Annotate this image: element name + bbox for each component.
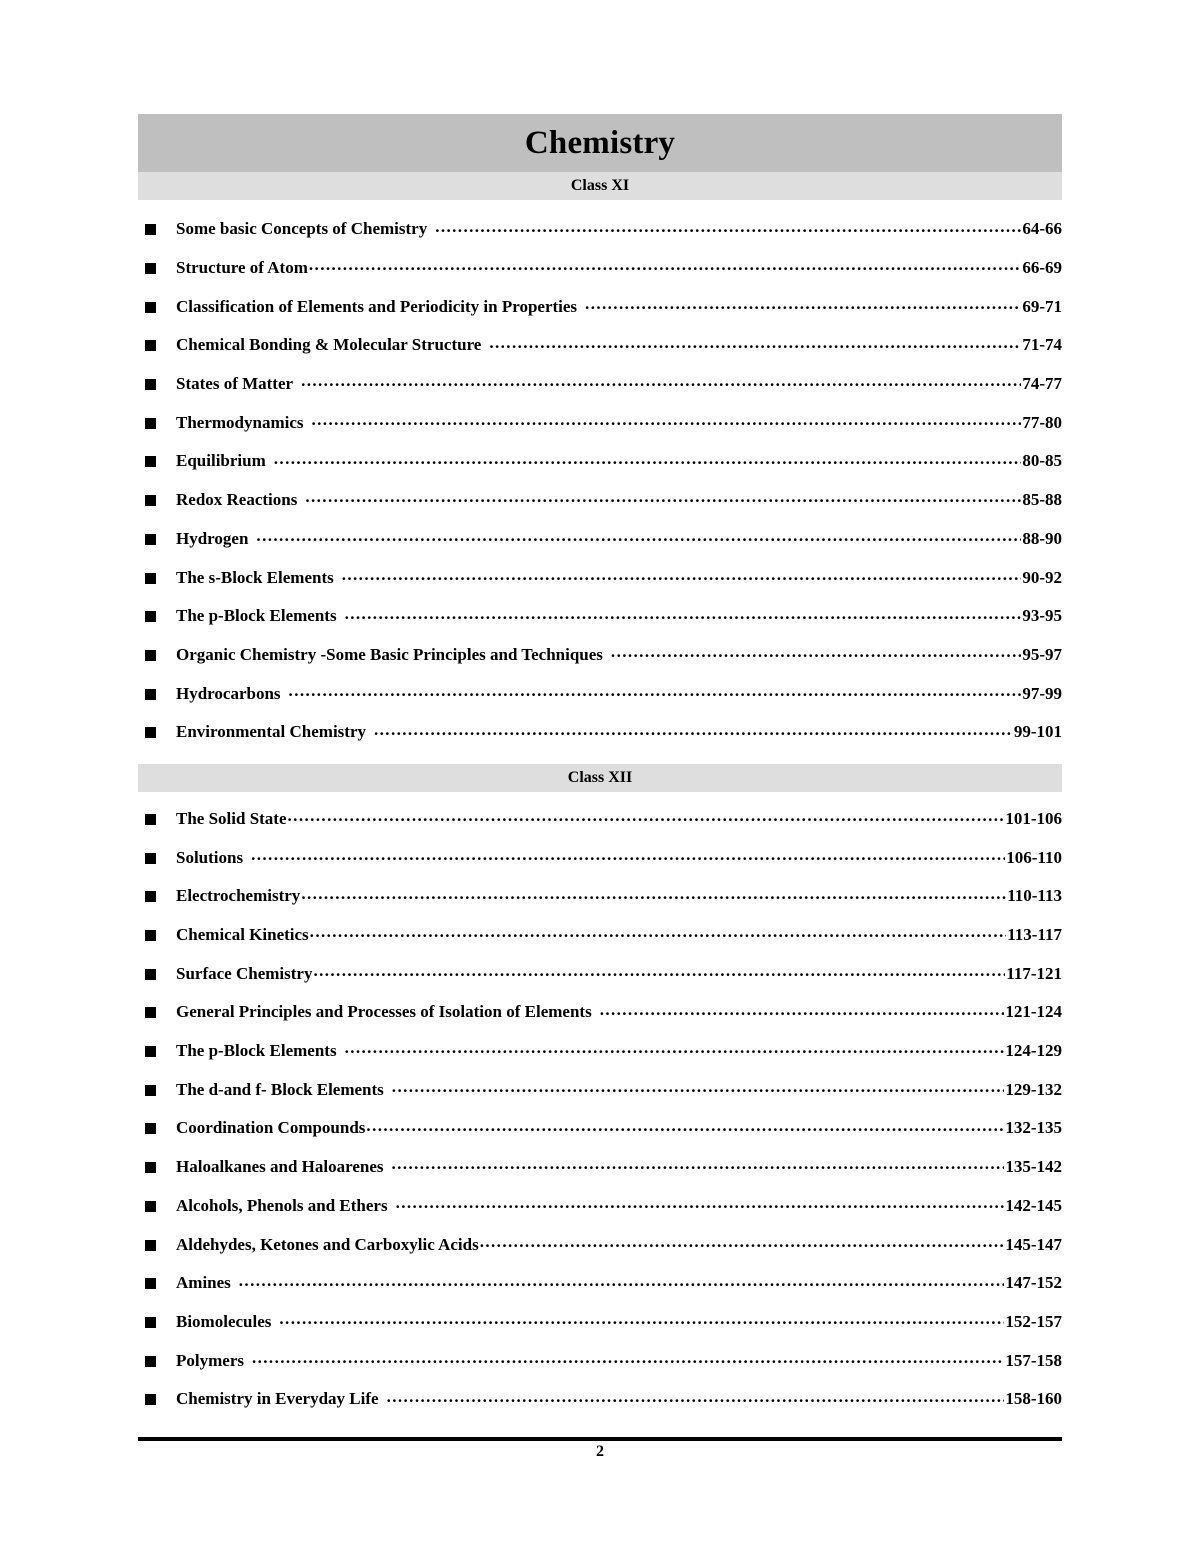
- square-bullet-icon: [145, 853, 156, 864]
- toc-entry-pages: 147-152: [1005, 1273, 1062, 1293]
- toc-entry-label: Haloalkanes and Haloarenes: [176, 1157, 384, 1177]
- square-bullet-icon: [145, 1240, 156, 1251]
- toc-entry[interactable]: [138, 1032, 1062, 1071]
- toc-entry[interactable]: [138, 1303, 1062, 1342]
- toc-entry-label: Electrochemistry: [176, 886, 301, 906]
- square-bullet-icon: [145, 1356, 156, 1367]
- toc-entry[interactable]: [138, 210, 1062, 249]
- square-bullet-icon: [145, 891, 156, 902]
- dot-leader: [301, 888, 1006, 905]
- dot-leader: [342, 569, 1022, 586]
- toc-entry[interactable]: [138, 520, 1062, 559]
- toc-entry-label: The Solid State: [176, 808, 287, 828]
- toc-entry-label: The s-Block Elements: [176, 567, 334, 587]
- toc-entry-pages: 142-145: [1005, 1195, 1062, 1215]
- square-bullet-icon: [145, 495, 156, 506]
- toc-entry-label: Chemistry in Everyday Life: [176, 1389, 379, 1409]
- toc-entry[interactable]: [138, 558, 1062, 597]
- toc-entry-label: Thermodynamics: [176, 412, 304, 432]
- toc-entry[interactable]: [138, 1380, 1062, 1419]
- toc-entry-label: Chemical Kinetics: [176, 925, 309, 945]
- toc-list-class-xii: [138, 800, 1062, 1419]
- toc-entry[interactable]: [138, 597, 1062, 636]
- toc-entry[interactable]: [138, 1341, 1062, 1380]
- toc-entry-pages: 124-129: [1005, 1041, 1062, 1061]
- square-bullet-icon: [145, 814, 156, 825]
- spacer: [138, 792, 1062, 800]
- toc-entry[interactable]: [138, 636, 1062, 675]
- toc-entry[interactable]: [138, 713, 1062, 752]
- dot-leader: [480, 1236, 1005, 1253]
- toc-entry[interactable]: [138, 326, 1062, 365]
- dot-leader: [251, 849, 1005, 866]
- square-bullet-icon: [145, 1317, 156, 1328]
- toc-entry[interactable]: [138, 993, 1062, 1032]
- dot-leader: [301, 376, 1021, 393]
- toc-entry-pages: 158-160: [1005, 1389, 1062, 1409]
- toc-entry[interactable]: [138, 800, 1062, 839]
- toc-entry-pages: 129-132: [1005, 1079, 1062, 1099]
- dot-leader: [611, 646, 1021, 663]
- square-bullet-icon: [145, 1123, 156, 1134]
- toc-entry-label: Surface Chemistry: [176, 963, 313, 983]
- dot-leader: [252, 1352, 1004, 1369]
- toc-entry-pages: 95-97: [1022, 644, 1062, 664]
- square-bullet-icon: [145, 224, 156, 235]
- toc-entry-pages: 93-95: [1022, 606, 1062, 626]
- toc-entry-label: Hydrogen: [176, 528, 249, 548]
- toc-entry-label: Equilibrium: [176, 451, 266, 471]
- square-bullet-icon: [145, 340, 156, 351]
- toc-entry-pages: 77-80: [1022, 412, 1062, 432]
- spacer: [138, 752, 1062, 764]
- toc-content: [138, 114, 1062, 1419]
- footer-divider: [138, 1437, 1062, 1441]
- toc-entry-pages: 66-69: [1022, 258, 1062, 278]
- dot-leader: [345, 1043, 1005, 1060]
- square-bullet-icon: [145, 1046, 156, 1057]
- dot-leader: [239, 1275, 1005, 1292]
- toc-entry-pages: 80-85: [1022, 451, 1062, 471]
- toc-entry[interactable]: [138, 1109, 1062, 1148]
- dot-leader: [489, 337, 1021, 354]
- toc-entry-pages: 110-113: [1007, 886, 1062, 906]
- toc-entry-label: Amines: [176, 1273, 231, 1293]
- toc-entry-label: Environmental Chemistry: [176, 722, 366, 742]
- square-bullet-icon: [145, 1278, 156, 1289]
- square-bullet-icon: [145, 611, 156, 622]
- square-bullet-icon: [145, 930, 156, 941]
- square-bullet-icon: [145, 456, 156, 467]
- dot-leader: [600, 1004, 1005, 1021]
- toc-entry-label: Polymers: [176, 1350, 244, 1370]
- toc-entry-pages: 101-106: [1005, 808, 1062, 828]
- toc-entry[interactable]: [138, 249, 1062, 288]
- toc-entry[interactable]: [138, 365, 1062, 404]
- dot-leader: [392, 1081, 1005, 1098]
- toc-entry-pages: 88-90: [1022, 528, 1062, 548]
- toc-entry[interactable]: [138, 1264, 1062, 1303]
- toc-entry-label: The d-and f- Block Elements: [176, 1079, 384, 1099]
- section-heading-class-xi: Class XI: [570, 177, 630, 194]
- square-bullet-icon: [145, 302, 156, 313]
- square-bullet-icon: [145, 534, 156, 545]
- toc-entry-pages: 69-71: [1022, 296, 1062, 316]
- toc-entry[interactable]: [138, 481, 1062, 520]
- dot-leader: [309, 260, 1021, 277]
- toc-entry-pages: 121-124: [1005, 1002, 1062, 1022]
- toc-list-class-xi: [138, 210, 1062, 752]
- toc-entry-pages: 90-92: [1022, 567, 1062, 587]
- toc-entry-label: General Principles and Processes of Isolation of Elements: [176, 1002, 592, 1022]
- section-heading-class-xii: Class XII: [567, 768, 633, 786]
- toc-entry-pages: 135-142: [1005, 1157, 1062, 1177]
- toc-entry-label: Structure of Atom: [176, 258, 308, 278]
- toc-entry[interactable]: [138, 1070, 1062, 1109]
- toc-entry[interactable]: [138, 1225, 1062, 1264]
- square-bullet-icon: [145, 573, 156, 584]
- toc-entry-pages: 132-135: [1005, 1118, 1062, 1138]
- dot-leader: [396, 1197, 1005, 1214]
- square-bullet-icon: [145, 1201, 156, 1212]
- toc-entry[interactable]: [138, 442, 1062, 481]
- dot-leader: [387, 1391, 1005, 1408]
- dot-leader: [274, 453, 1022, 470]
- square-bullet-icon: [145, 650, 156, 661]
- toc-entry-label: Solutions: [176, 847, 244, 867]
- toc-entry-pages: 97-99: [1022, 683, 1062, 703]
- dot-leader: [305, 492, 1021, 509]
- toc-entry-label: The p-Block Elements: [176, 1041, 337, 1061]
- page-title: Chemistry: [524, 124, 676, 161]
- square-bullet-icon: [145, 418, 156, 429]
- square-bullet-icon: [145, 727, 156, 738]
- square-bullet-icon: [145, 263, 156, 274]
- toc-entry-pages: 157-158: [1005, 1350, 1062, 1370]
- square-bullet-icon: [145, 969, 156, 980]
- square-bullet-icon: [145, 1394, 156, 1405]
- page-number: 2: [596, 1443, 604, 1460]
- toc-entry-label: Organic Chemistry -Some Basic Principles and Techniques: [176, 644, 603, 664]
- toc-entry[interactable]: [138, 838, 1062, 877]
- dot-leader: [392, 1159, 1005, 1176]
- dot-leader: [289, 685, 1022, 702]
- square-bullet-icon: [145, 1007, 156, 1018]
- toc-entry-pages: 64-66: [1022, 219, 1062, 239]
- toc-entry[interactable]: [138, 403, 1062, 442]
- toc-entry-pages: 145-147: [1005, 1234, 1062, 1254]
- toc-entry-pages: 99-101: [1013, 722, 1062, 742]
- toc-entry-label: Aldehydes, Ketones and Carboxylic Acids: [176, 1234, 479, 1254]
- section-heading-band-class-xii: [138, 764, 1062, 792]
- toc-entry[interactable]: [138, 1187, 1062, 1226]
- toc-entry[interactable]: [138, 674, 1062, 713]
- section-heading-band-class-xi: [138, 172, 1062, 200]
- toc-entry[interactable]: [138, 287, 1062, 326]
- dot-leader: [585, 298, 1021, 315]
- dot-leader: [279, 1313, 1004, 1330]
- toc-entry[interactable]: [138, 954, 1062, 993]
- dot-leader: [313, 965, 1005, 982]
- square-bullet-icon: [145, 1162, 156, 1173]
- toc-entry-pages: 71-74: [1022, 335, 1062, 355]
- toc-entry-label: Coordination Compounds: [176, 1118, 366, 1138]
- toc-entry-pages: 152-157: [1005, 1311, 1062, 1331]
- toc-entry-pages: 113-117: [1007, 925, 1062, 945]
- dot-leader: [310, 927, 1007, 944]
- toc-entry-pages: 106-110: [1006, 847, 1062, 867]
- square-bullet-icon: [145, 1085, 156, 1096]
- dot-leader: [435, 221, 1021, 238]
- dot-leader: [345, 608, 1022, 625]
- toc-entry[interactable]: [138, 1148, 1062, 1187]
- toc-entry-label: Some basic Concepts of Chemistry: [176, 219, 428, 239]
- dot-leader: [374, 724, 1013, 741]
- document-title-band: [138, 114, 1062, 172]
- toc-entry-pages: 117-121: [1006, 963, 1062, 983]
- toc-entry-label: States of Matter: [176, 374, 294, 394]
- toc-entry[interactable]: [138, 877, 1062, 916]
- toc-entry-pages: 74-77: [1022, 374, 1062, 394]
- toc-entry-label: Biomolecules: [176, 1311, 272, 1331]
- toc-entry[interactable]: [138, 916, 1062, 955]
- toc-entry-label: Hydrocarbons: [176, 683, 281, 703]
- toc-entry-label: The p-Block Elements: [176, 606, 337, 626]
- dot-leader: [312, 414, 1022, 431]
- dot-leader: [288, 810, 1005, 827]
- square-bullet-icon: [145, 689, 156, 700]
- toc-entry-label: Chemical Bonding & Molecular Structure: [176, 335, 482, 355]
- toc-entry-label: Alcohols, Phenols and Ethers: [176, 1195, 388, 1215]
- spacer: [138, 200, 1062, 210]
- toc-entry-pages: 85-88: [1022, 490, 1062, 510]
- dot-leader: [366, 1120, 1004, 1137]
- toc-entry-label: Classification of Elements and Periodicity in Properties: [176, 296, 578, 316]
- dot-leader: [256, 530, 1021, 547]
- square-bullet-icon: [145, 379, 156, 390]
- toc-entry-label: Redox Reactions: [176, 490, 298, 510]
